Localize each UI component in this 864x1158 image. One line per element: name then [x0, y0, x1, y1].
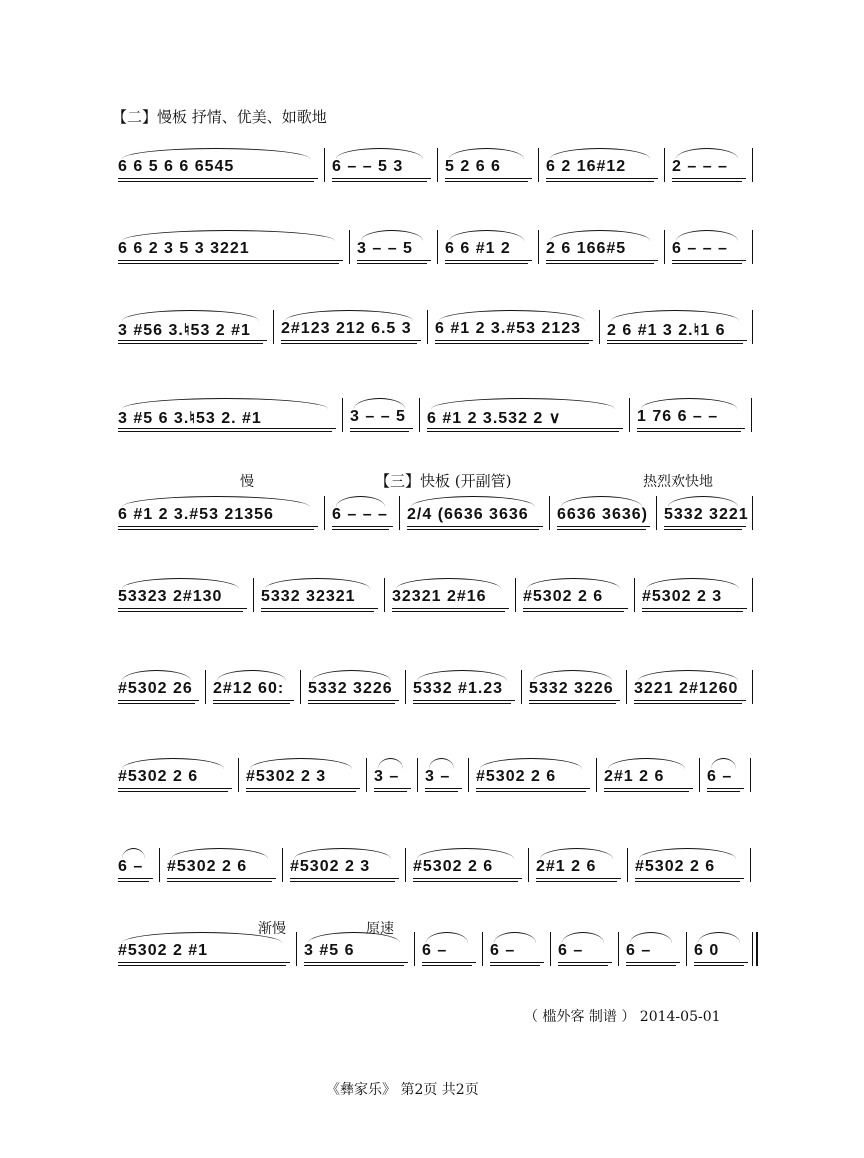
- measure: [284, 846, 405, 886]
- measure: [407, 668, 521, 708]
- measure: [112, 396, 342, 436]
- barline: [752, 578, 753, 612]
- measure: [470, 756, 596, 796]
- underline-beam: [357, 260, 431, 261]
- measure-notes: 6 –: [490, 942, 516, 959]
- staff-row: [112, 668, 754, 708]
- measure: [601, 308, 753, 348]
- tempo-marking-a-tempo: 原速: [366, 921, 394, 937]
- measure: [636, 576, 753, 616]
- measure-notes: 32321 2#16: [392, 588, 487, 605]
- underline-beam: [635, 881, 740, 882]
- measure-notes: 6 2 16#12: [546, 158, 627, 175]
- measure: [628, 668, 752, 708]
- measure: [344, 396, 419, 436]
- barline: [324, 496, 325, 530]
- underline-beam: [290, 881, 395, 882]
- underline-beam: [332, 178, 431, 179]
- underline-beam: [118, 431, 332, 432]
- measure-notes: 6 6 #1 2: [445, 240, 511, 257]
- measure-notes: 5332 3226: [529, 680, 614, 697]
- underline-beam: [546, 178, 658, 179]
- barline: [437, 148, 438, 182]
- staff-row: [112, 846, 754, 886]
- measure-notes: 1 76 6 – –: [637, 408, 719, 425]
- underline-beam: [529, 700, 620, 701]
- underline-beam: [118, 343, 263, 344]
- staff-row: [112, 756, 754, 796]
- measure-notes: 6 0: [694, 942, 720, 959]
- barline: [282, 848, 283, 882]
- measure-notes: 5332 32321: [261, 588, 356, 605]
- measure: [540, 228, 664, 268]
- measure-notes: #5302 2 6: [476, 768, 557, 785]
- measure-notes: 2#123 212 6.5 3: [281, 320, 412, 337]
- measure-notes: #5302 2 3: [246, 768, 327, 785]
- underline-beam: [425, 791, 458, 792]
- underline-beam: [118, 529, 314, 530]
- underline-beam: [413, 703, 511, 704]
- staff-row: [112, 576, 754, 616]
- barline: [300, 670, 301, 704]
- underline-beam: [118, 608, 247, 609]
- underline-beam: [118, 181, 314, 182]
- underline-beam: [435, 340, 593, 341]
- measure: [666, 146, 752, 186]
- measure-notes: 6 #1 2 3.#53 21356: [118, 506, 274, 523]
- underline-beam: [445, 263, 528, 264]
- barline: [324, 148, 325, 182]
- measure: [629, 846, 750, 886]
- measure: [551, 494, 656, 534]
- underline-beam: [490, 962, 544, 963]
- underline-beam: [332, 526, 393, 527]
- measure: [112, 846, 159, 886]
- measure-notes: 2#12 60:: [213, 680, 285, 697]
- underline-beam: [445, 181, 528, 182]
- underline-beam: [167, 878, 276, 879]
- measure: [112, 494, 324, 534]
- measure-notes: #5302 2 6: [635, 858, 716, 875]
- measure: [326, 494, 399, 534]
- barline: [618, 932, 619, 966]
- underline-beam: [357, 263, 427, 264]
- measure: [112, 308, 273, 348]
- underline-beam: [664, 526, 746, 527]
- underline-beam: [558, 962, 612, 963]
- underline-beam: [118, 962, 290, 963]
- underline-beam: [413, 881, 518, 882]
- measure: [416, 930, 482, 970]
- measure-notes: 5 2 6 6: [445, 158, 501, 175]
- measure-notes: 5332 3221: [664, 506, 749, 523]
- measure-notes: 3 –: [374, 768, 400, 785]
- underline-beam: [304, 965, 404, 966]
- underline-beam: [672, 263, 742, 264]
- barline: [419, 398, 420, 432]
- underline-beam: [523, 611, 624, 612]
- measure-notes: 6 #1 2 3.532 2 ∨: [427, 410, 562, 427]
- measure-notes: 53323 2#130: [118, 588, 223, 605]
- barline: [750, 758, 751, 792]
- underline-beam: [476, 788, 590, 789]
- underline-beam: [427, 431, 619, 432]
- measure: [421, 396, 629, 436]
- underline-beam: [642, 611, 743, 612]
- measure-notes: 3221 2#1260: [634, 680, 739, 697]
- measure: [407, 846, 528, 886]
- barline: [528, 848, 529, 882]
- measure-notes: 3 – – 5: [357, 240, 413, 257]
- barline: [750, 848, 751, 882]
- underline-beam: [672, 178, 746, 179]
- measure-notes: #5302 2 6: [118, 768, 199, 785]
- measure-notes: 6 #1 2 3.#53 2123: [435, 320, 582, 337]
- measure: [666, 228, 752, 268]
- barline: [752, 148, 753, 182]
- barline: [751, 398, 752, 432]
- measure-notes: 6636 3636): [557, 506, 648, 523]
- underline-beam: [707, 788, 744, 789]
- underline-beam: [635, 878, 744, 879]
- measure: [326, 146, 437, 186]
- underline-beam: [332, 181, 427, 182]
- barline: [627, 848, 628, 882]
- underline-beam: [350, 428, 413, 429]
- underline-beam: [118, 881, 149, 882]
- measure: [517, 576, 634, 616]
- underline-beam: [118, 965, 286, 966]
- underline-beam: [118, 428, 336, 429]
- underline-beam: [642, 608, 747, 609]
- measure: [484, 930, 550, 970]
- underline-beam: [332, 529, 389, 530]
- measure-notes: 5332 #1.23: [413, 680, 504, 697]
- measure: [112, 146, 324, 186]
- measure-notes: #5302 2 6: [413, 858, 494, 875]
- underline-beam: [413, 878, 522, 879]
- underline-beam: [422, 965, 472, 966]
- measure: [429, 308, 599, 348]
- underline-beam: [374, 788, 411, 789]
- section-heading-3: 【三】快板 (开副管): [375, 472, 512, 490]
- underline-beam: [445, 260, 532, 261]
- staff-row: [112, 930, 754, 970]
- measure-notes: 6 –: [118, 858, 144, 875]
- underline-beam: [118, 340, 267, 341]
- measure: [552, 930, 618, 970]
- underline-beam: [546, 263, 654, 264]
- underline-beam: [118, 263, 339, 264]
- measure: [530, 846, 627, 886]
- measure: [631, 396, 751, 436]
- barline: [349, 230, 350, 264]
- underline-beam: [304, 962, 408, 963]
- barline: [549, 496, 550, 530]
- measure-notes: #5302 2 6: [167, 858, 248, 875]
- underline-beam: [604, 791, 689, 792]
- measure-notes: 6 – – –: [332, 506, 388, 523]
- barline: [427, 310, 428, 344]
- barline: [405, 848, 406, 882]
- measure-notes: 3 #5 6 3.♮53 2. #1: [118, 410, 262, 427]
- measure-notes: 6 –: [558, 942, 584, 959]
- measure-notes: #5302 26: [118, 680, 193, 697]
- barline: [538, 148, 539, 182]
- barline: [752, 230, 753, 264]
- barline: [238, 758, 239, 792]
- underline-beam: [308, 700, 399, 701]
- barline: [656, 496, 657, 530]
- barline: [468, 758, 469, 792]
- measure: [386, 576, 515, 616]
- underline-beam: [413, 700, 515, 701]
- underline-beam: [118, 878, 153, 879]
- underline-beam: [634, 700, 746, 701]
- underline-beam: [435, 343, 589, 344]
- underline-beam: [529, 703, 616, 704]
- measure-notes: 2 6 #1 3 2.♮1 6: [607, 322, 726, 339]
- barline: [205, 670, 206, 704]
- barline: [366, 758, 367, 792]
- measure: [658, 494, 752, 534]
- underline-beam: [118, 260, 343, 261]
- tempo-marking-ritardando: 渐慢: [258, 921, 286, 937]
- measure-notes: 5332 3226: [308, 680, 393, 697]
- measure: [275, 308, 427, 348]
- underline-beam: [427, 428, 623, 429]
- underline-beam: [536, 878, 621, 879]
- barline: [342, 398, 343, 432]
- underline-beam: [425, 788, 462, 789]
- underline-beam: [118, 788, 232, 789]
- underline-beam: [637, 431, 741, 432]
- underline-beam: [246, 788, 360, 789]
- underline-beam: [672, 260, 746, 261]
- measure: [112, 576, 253, 616]
- underline-beam: [392, 611, 505, 612]
- underline-beam: [118, 700, 199, 701]
- measure-notes: 6 – – –: [672, 240, 728, 257]
- barline: [752, 932, 758, 966]
- barline: [399, 496, 400, 530]
- underline-beam: [490, 965, 540, 966]
- measure-notes: 3 –: [425, 768, 451, 785]
- measure: [439, 228, 538, 268]
- underline-beam: [546, 181, 654, 182]
- barline: [752, 496, 753, 530]
- arranger-credit: （ 槛外客 制谱 ） 2014-05-01: [524, 1009, 721, 1025]
- measure-notes: 2 – – –: [672, 158, 728, 175]
- measure-notes: 3 #5 6: [304, 942, 355, 959]
- measure-notes: 6 –: [626, 942, 652, 959]
- measure: [240, 756, 366, 796]
- underline-beam: [558, 965, 608, 966]
- underline-beam: [694, 965, 744, 966]
- measure: [598, 756, 699, 796]
- barline: [405, 670, 406, 704]
- underline-beam: [246, 791, 356, 792]
- measure-notes: 6 –: [707, 768, 733, 785]
- barline: [437, 230, 438, 264]
- expression-marking: 热烈欢快地: [643, 474, 713, 490]
- measure: [540, 146, 664, 186]
- barline: [296, 932, 297, 966]
- measure: [298, 930, 414, 970]
- measure: [688, 930, 754, 970]
- underline-beam: [694, 962, 748, 963]
- measure-notes: 6 6 2 3 5 3 3221: [118, 240, 250, 257]
- measure: [351, 228, 437, 268]
- underline-beam: [637, 428, 745, 429]
- underline-beam: [672, 181, 742, 182]
- underline-beam: [523, 608, 628, 609]
- staff-row: [112, 228, 754, 268]
- measure: [161, 846, 282, 886]
- barline: [538, 230, 539, 264]
- barline: [629, 398, 630, 432]
- measure-notes: 2#1 2 6: [604, 768, 665, 785]
- underline-beam: [281, 343, 417, 344]
- underline-beam: [350, 431, 409, 432]
- measure: [523, 668, 626, 708]
- barline: [550, 932, 551, 966]
- measure: [419, 756, 468, 796]
- measure-notes: #5302 2 6: [523, 588, 604, 605]
- underline-beam: [557, 529, 646, 530]
- staff-row: [112, 494, 754, 534]
- underline-beam: [167, 881, 272, 882]
- measure: [112, 756, 238, 796]
- underline-beam: [281, 340, 421, 341]
- barline: [634, 578, 635, 612]
- measure: [255, 576, 384, 616]
- underline-beam: [557, 526, 650, 527]
- measure: [302, 668, 405, 708]
- measure-notes: 6 6 5 6 6 6545: [118, 158, 235, 175]
- barline: [384, 578, 385, 612]
- underline-beam: [634, 703, 742, 704]
- measure: [112, 228, 349, 268]
- underline-beam: [607, 340, 747, 341]
- measure: [701, 756, 750, 796]
- barline: [626, 670, 627, 704]
- underline-beam: [407, 529, 539, 530]
- barline: [515, 578, 516, 612]
- underline-beam: [213, 700, 294, 701]
- underline-beam: [707, 791, 740, 792]
- underline-beam: [261, 611, 374, 612]
- underline-beam: [261, 608, 378, 609]
- section-heading: 【二】慢板 抒情、优美、如歌地: [112, 108, 327, 126]
- underline-beam: [546, 260, 658, 261]
- underline-beam: [118, 611, 243, 612]
- measure: [439, 146, 538, 186]
- measure-notes: 2#1 2 6: [536, 858, 597, 875]
- measure-notes: #5302 2 3: [290, 858, 371, 875]
- barline: [253, 578, 254, 612]
- measure: [112, 930, 296, 970]
- barline: [752, 670, 753, 704]
- underline-beam: [626, 965, 676, 966]
- underline-beam: [118, 526, 318, 527]
- staff-row: [112, 146, 754, 186]
- staff-row: [112, 396, 754, 436]
- underline-beam: [374, 791, 407, 792]
- underline-beam: [422, 962, 476, 963]
- measure-notes: 3 – – 5: [350, 408, 406, 425]
- measure-notes: #5302 2 #1: [118, 942, 209, 959]
- measure-notes: 6 – – 5 3: [332, 158, 404, 175]
- measure: [112, 668, 205, 708]
- barline: [664, 148, 665, 182]
- measure-notes: 6 –: [422, 942, 448, 959]
- measure-notes: 2/4 (6636 3636: [407, 506, 529, 523]
- measure-notes: 2 6 166#5: [546, 240, 627, 257]
- staff-row: [112, 308, 754, 348]
- barline: [521, 670, 522, 704]
- underline-beam: [392, 608, 509, 609]
- underline-beam: [118, 791, 228, 792]
- barline: [686, 932, 687, 966]
- underline-beam: [118, 178, 318, 179]
- measure: [401, 494, 549, 534]
- barline: [599, 310, 600, 344]
- barline: [159, 848, 160, 882]
- underline-beam: [308, 703, 395, 704]
- underline-beam: [118, 703, 195, 704]
- underline-beam: [476, 791, 586, 792]
- underline-beam: [626, 962, 680, 963]
- measure: [620, 930, 686, 970]
- barline: [699, 758, 700, 792]
- tempo-marking-slow: 慢: [240, 474, 254, 490]
- measure: [368, 756, 417, 796]
- underline-beam: [213, 703, 290, 704]
- underline-beam: [604, 788, 693, 789]
- page-footer: 《彝家乐》 第2页 共2页: [326, 1082, 479, 1098]
- barline: [414, 932, 415, 966]
- underline-beam: [445, 178, 532, 179]
- measure-notes: 3 #56 3.♮53 2 #1: [118, 322, 251, 339]
- barline: [273, 310, 274, 344]
- measure: [207, 668, 300, 708]
- barline: [417, 758, 418, 792]
- barline: [664, 230, 665, 264]
- underline-beam: [664, 529, 742, 530]
- measure-notes: #5302 2 3: [642, 588, 723, 605]
- underline-beam: [407, 526, 543, 527]
- underline-beam: [607, 343, 743, 344]
- underline-beam: [290, 878, 399, 879]
- barline: [482, 932, 483, 966]
- underline-beam: [536, 881, 617, 882]
- barline: [752, 310, 753, 344]
- barline: [596, 758, 597, 792]
